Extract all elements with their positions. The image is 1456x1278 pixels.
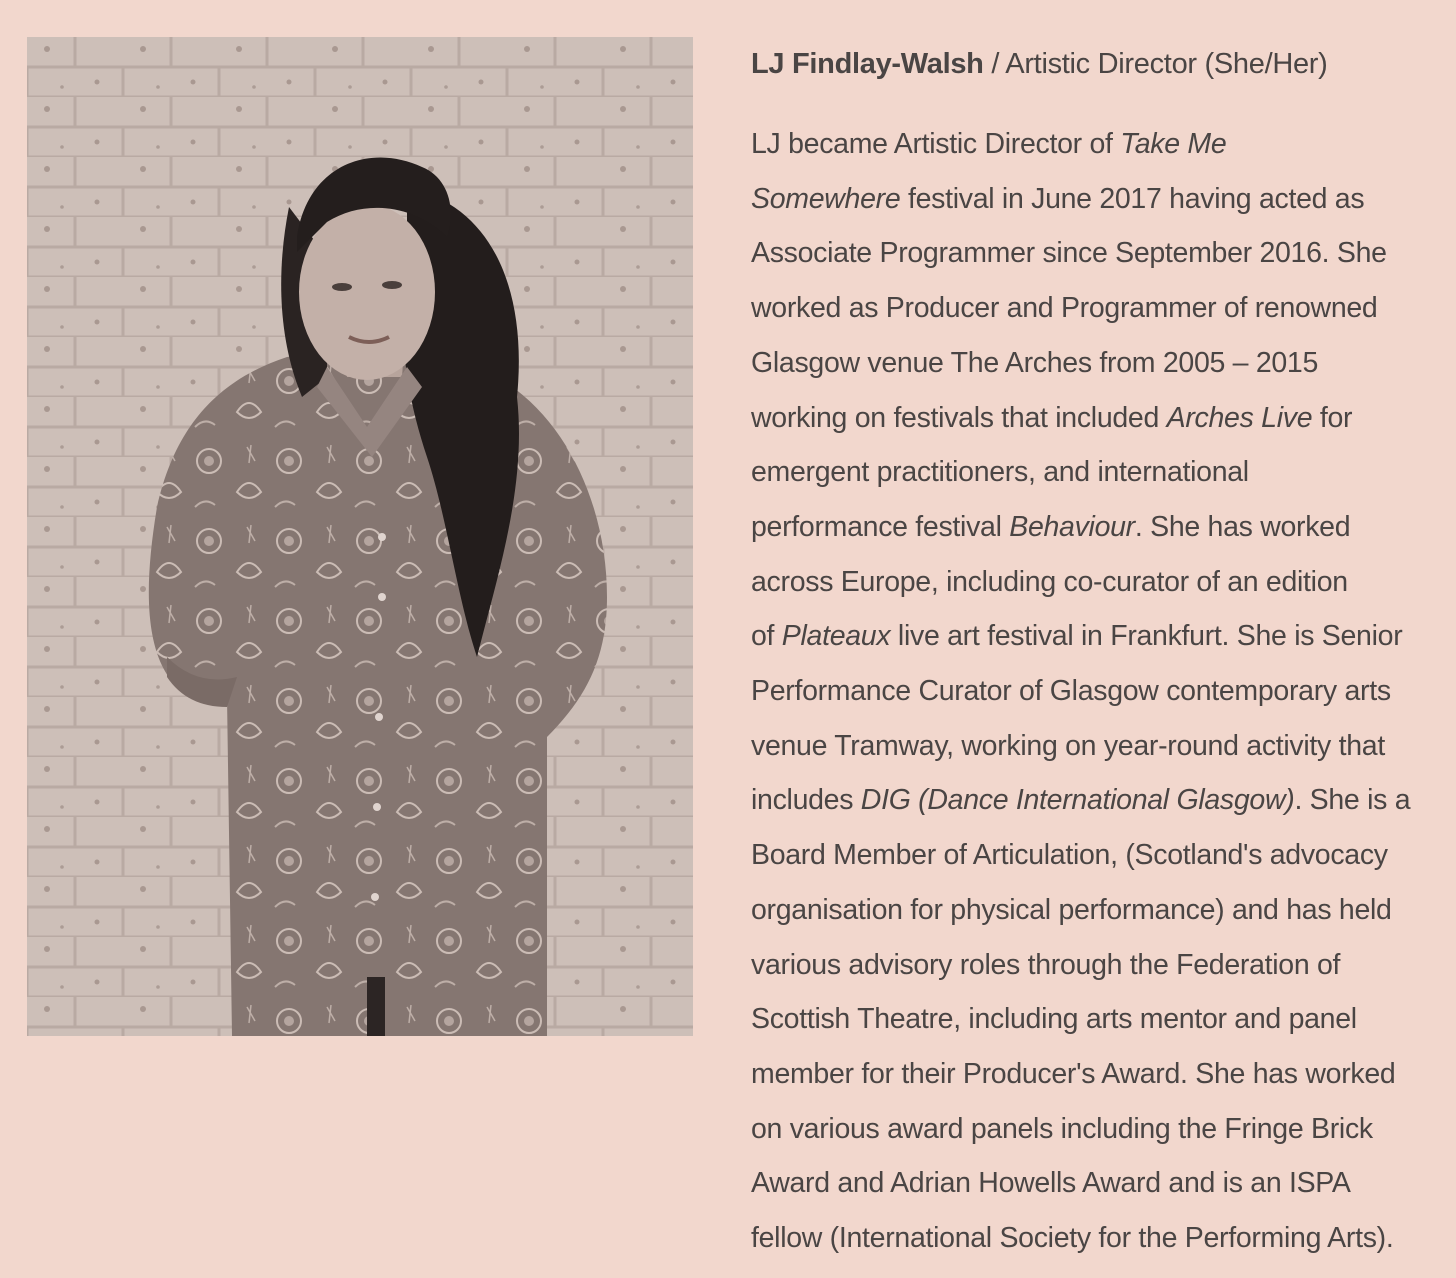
bio-text-run: of — [751, 620, 782, 653]
bio-text-run: various advisory roles through the Federation of — [751, 948, 1341, 981]
bio-text-run: Associate Programmer since September 2016. She — [751, 237, 1387, 270]
bio-line — [751, 445, 1441, 500]
bio-text-run: live art festival in Frankfurt. She is Senior — [890, 620, 1403, 653]
bio-line — [751, 555, 1441, 610]
bio-text-run: Scottish Theatre, including arts mentor and panel — [751, 1003, 1357, 1036]
person-name: LJ Findlay-Walsh — [751, 48, 984, 80]
bio-italic-text: Take Me — [1120, 128, 1227, 160]
portrait-image — [27, 37, 693, 1036]
bio-text-run: venue Tramway, working on year-round activity that — [751, 729, 1385, 762]
bio-text-run: on various award panels including the Fringe Brick — [751, 1112, 1373, 1145]
bio-text-run: includes — [751, 784, 861, 817]
bio-line — [751, 773, 1441, 828]
bio-line — [751, 719, 1441, 774]
bio-line — [751, 1102, 1441, 1157]
bio-italic-text: Plateaux — [781, 620, 891, 653]
bio-paragraph — [751, 117, 1441, 1266]
bio-line — [751, 828, 1441, 883]
bio-section — [751, 40, 1441, 1266]
bio-line — [751, 117, 1441, 172]
bio-line — [751, 1156, 1441, 1211]
bio-text-run: LJ became Artistic Director of — [751, 128, 1121, 160]
bio-text-run: . She has worked — [1134, 510, 1351, 543]
bio-text-run: working on festivals that included — [751, 401, 1167, 434]
portrait-photo — [27, 37, 693, 1036]
bio-line — [751, 992, 1441, 1047]
bio-italic-text: Somewhere — [751, 182, 901, 215]
bio-line — [751, 172, 1441, 227]
bio-text-run: Performance Curator of Glasgow contemporary arts — [751, 675, 1391, 708]
bio-text-run: member for their Producer's Award. She has worked — [751, 1057, 1396, 1090]
bio-heading — [751, 40, 1441, 88]
bio-line — [751, 938, 1441, 993]
bio-italic-text: DIG (Dance International Glasgow) — [860, 784, 1295, 817]
bio-line — [751, 226, 1441, 281]
bio-line — [751, 609, 1441, 664]
bio-text-run: worked as Producer and Programmer of renowned — [751, 292, 1378, 325]
bio-line — [751, 391, 1441, 446]
bio-text-run: . She is a — [1294, 784, 1411, 817]
bio-text-run: for — [1312, 401, 1353, 434]
bio-line — [751, 281, 1441, 336]
bio-text-run: performance festival — [751, 510, 1010, 543]
bio-line — [751, 1211, 1441, 1266]
person-role: Artistic Director (She/Her) — [1005, 48, 1328, 80]
bio-text-run: Board Member of Articulation, (Scotland's advocacy — [751, 839, 1388, 872]
heading-separator: / — [983, 48, 1006, 80]
bio-text-run: Award and Adrian Howells Award and is an ISPA — [751, 1167, 1351, 1200]
bio-text-run: fellow (International Society for the Performing Arts). — [751, 1222, 1394, 1255]
bio-text-run: across Europe, including co-curator of an edition — [751, 565, 1348, 598]
bio-line — [751, 500, 1441, 555]
bio-italic-text: Behaviour — [1009, 510, 1135, 543]
bio-text-run: Glasgow venue The Arches from 2005 – 2015 — [751, 346, 1319, 379]
bio-text-run: organisation for physical performance) and has held — [751, 893, 1392, 926]
bio-line — [751, 883, 1441, 938]
bio-line — [751, 664, 1441, 719]
bio-italic-text: Arches Live — [1166, 401, 1313, 434]
bio-text-run: emergent practitioners, and international — [751, 456, 1249, 489]
bio-text-run: festival in June 2017 having acted as — [900, 182, 1365, 215]
bio-line — [751, 1047, 1441, 1102]
bio-line — [751, 336, 1441, 391]
